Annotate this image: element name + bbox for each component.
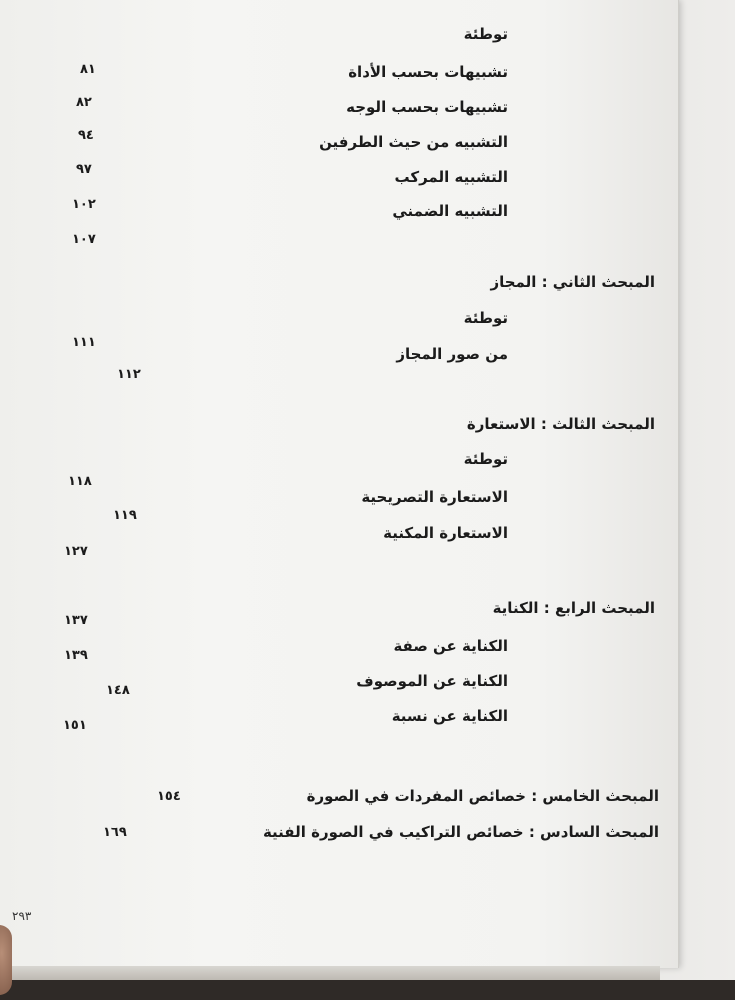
toc-entry-title: توطئة xyxy=(463,450,508,468)
toc-entry-title: توطئة xyxy=(463,309,508,327)
toc-entry-page: ١١٨ xyxy=(68,474,92,489)
toc-entry-title: توطئة xyxy=(463,25,508,43)
toc-entry-page: ١٠٢ xyxy=(72,197,96,212)
toc-section-heading: المبحث السادس : خصائص التراكيب في الصورة الفنية xyxy=(262,823,659,841)
page-number: ٢٩٣ xyxy=(12,909,32,923)
toc-entry-title: التشبيه الضمني xyxy=(392,202,508,220)
table-surface xyxy=(0,980,735,1000)
toc-entry-title: التشبيه من حيث الطرفين xyxy=(319,133,508,151)
toc-entry-page: ١٠٧ xyxy=(72,232,96,247)
toc-section-heading: المبحث الثاني : المجاز xyxy=(490,273,655,291)
toc-entry-page: ٨١ xyxy=(80,62,96,77)
toc-entry-title: التشبيه المركب xyxy=(394,168,508,186)
toc-entry-title: الاستعارة التصريحية xyxy=(361,488,508,506)
page-edge xyxy=(0,966,660,980)
thumb xyxy=(0,925,12,995)
toc-entry-title: تشبيهات بحسب الوجه xyxy=(346,98,508,116)
toc-entry-page: ١٥١ xyxy=(63,718,87,733)
toc-entry-page: ١١٢ xyxy=(117,367,141,382)
toc-entry-page: ١١١ xyxy=(72,335,96,350)
toc-entry-page: ١٣٩ xyxy=(64,648,88,663)
toc-entry-page: ١١٩ xyxy=(113,508,137,523)
toc-entry-title: من صور المجاز xyxy=(396,345,508,363)
toc-entry-title: الاستعارة المكنية xyxy=(383,524,508,542)
toc-entry-page: ٨٢ xyxy=(76,95,92,110)
toc-section-heading: المبحث الثالث : الاستعارة xyxy=(466,415,655,433)
toc-entry-title: الكناية عن الموصوف xyxy=(356,672,508,690)
toc-entry-page: ١٤٨ xyxy=(106,683,130,698)
toc-entry-title: الكناية عن صفة xyxy=(393,637,508,655)
toc-entry-page: ٩٤ xyxy=(78,128,94,143)
toc-entry-title: تشبيهات بحسب الأداة xyxy=(348,63,508,81)
toc-entry-page: ١٢٧ xyxy=(64,544,88,559)
toc-entry-page: ١٣٧ xyxy=(64,613,88,628)
toc-section-heading: المبحث الرابع : الكناية xyxy=(492,599,655,617)
toc-entry-title: الكناية عن نسبة xyxy=(391,707,508,725)
toc-entry-page: ٩٧ xyxy=(76,162,92,177)
toc-section-heading: المبحث الخامس : خصائص المفردات في الصورة xyxy=(306,787,659,805)
toc-entry-page: ١٥٤ xyxy=(157,789,181,804)
toc-entry-page: ١٦٩ xyxy=(103,825,127,840)
